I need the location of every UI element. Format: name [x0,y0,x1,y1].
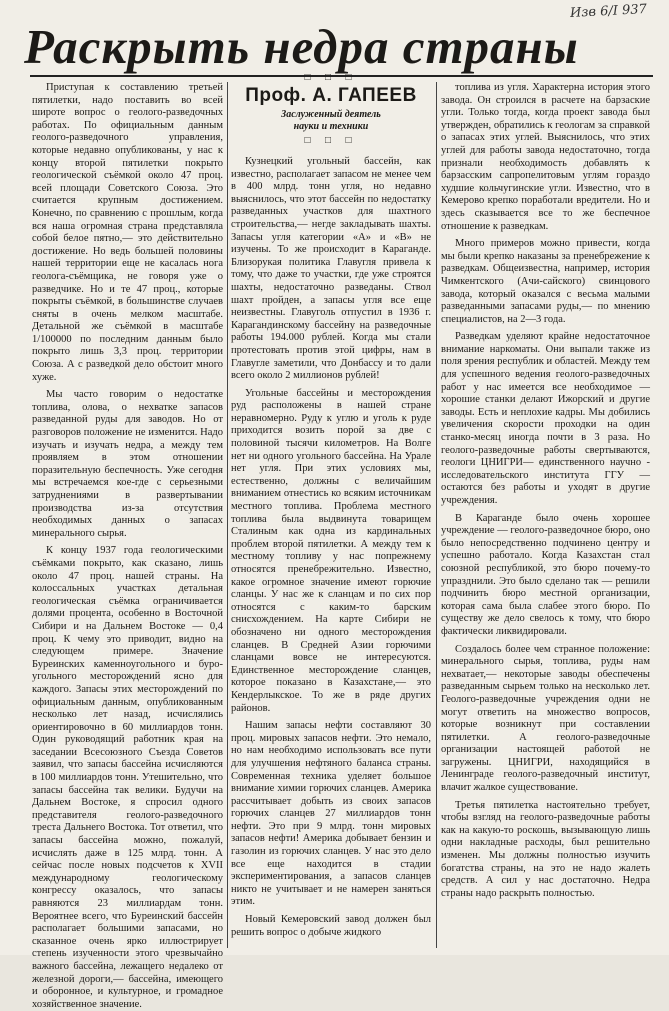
paragraph: Угольные бассейны и месторождения руд расположены в нашей стране неравномерно. Руду к углю и уголь к руде приходится возить порой за две с половиной тысячи километров. На Волге нет ни одного угольного бассейна. На Урале нет угля. При этих условиях мы, естественно, должны с величайшим вниманием отнестись ко всяким источникам местного топлива. Проблема местного топлива была выдвинута товарищем Сталиным как одна из кардинальных проблем второй пятилетки. А между тем к местному топливу у нас попрежнему относятся пренебрежительно. Известно, какое огромное значение имеют горючие сланцы. У нас же к сланцам и по сих пор относятся с каким-то барским снисхождением. На карте Сибири не обозначено ни одного месторождения сланцев. В Средней Азии горючими сланцами вовсе не интересуются. Единственное месторождение сланцев, которое показано в Казахстане,— это Кендерлыкское. То же в ряде других районов. [231,387,431,714]
paragraph: Мы часто говорим о недостатке топлива, олова, о нехватке запасов разведанной руды для заводов. Но от разговоров положение не изменится. Надо изучать и изучать недра, а между тем проявляем в этом отношении поразительную беспечность. Уже сегодня мы встречаемся кое-где с серьезными затруднениями в развертывании производства из-за отсутствия необходимых данных о запасах минерального сырья. [32,389,223,539]
handwritten-note: Изв 6/I 937 [569,1,648,22]
paragraph: Разведкам уделяют крайне недостаточное внимание наркоматы. Они выпали также из поля зрения республик и областей. Между тем для успешного ведения геолого-разведочных работ у нас имеется все необходимое — хорошие станки делают Ижорский и другие заводы. Есть и неплохие кадры. Мы добились увеличения скорости проходки на один станко-месяц иногда почти в 3 раза. Но геолого-разведочные работы свертываются, геологи ЦНИГРИ— единственного научно - исследовательского института ГГУ — остаются без работы и уходят в другие учреждения. [441,331,650,506]
paragraph: В Караганде было очень хорошее учреждение — геолого-разведочное бюро, оно было непосредственно подчинено центру и успешно работало. Когда Казахстан стал союзной республикой, это бюро почему-то упразднили. Это было сделано так — решили подчинить бюро местной организации, которая сама была слабее этого бюро. По существу же дело свелось к тому, что бюро фактически ликвидировали. [441,512,650,637]
author-name: Проф. А. ГАПЕЕВ [245,85,417,106]
column-divider [436,82,437,948]
article-column-3 [441,82,650,948]
author-title-line1: Заслуженный деятель [281,109,381,120]
paragraph: Много примеров можно привести, когда мы были крепко наказаны за пренебрежение к разведкам. Общеизвестна, например, история Чимкентского (Ачи-сайского) свинцового завода, который оказался с весьма малыми разведанными запасами руды,— по мнению специалистов, на 2—3 года. [441,238,650,325]
author-title-line2: науки и техники [293,121,369,132]
byline-dots-bottom: □ □ □ [304,135,358,146]
article-column-1 [32,82,223,1010]
paragraph: Третья пятилетка настоятельно требует, чтобы взгляд на геолого-разведочные работы как на какую-то роскошь, вызывающую лишь одни накладные расходы, был решительно изменен. Мы должны полностью изучить богатства страны, на это не надо жалеть средств. А сил у нас достаточно. Недра страны надо раскрыть полностью. [441,799,650,899]
byline-dots-top: □ □ □ [304,72,358,83]
paragraph: Создалось более чем странное положение: минерального сырья, топлива, руды нам нехватает,— некоторые заводы обеспечены разведанным сырьем только на несколько лет. Геолого-разведочные учреждения одни не могут ответить на множество вопросов, которые возникнут при составлении пятилетки. А геолого-разведочные организации настоящей работой не загружены. ЦНИГРИ, находящийся в Ленинграде геолого-разведочный институт, влачит жалкое существование. [441,643,650,794]
paragraph: Новый Кемеровский завод должен был решить вопрос о добыче жидкого [231,914,431,938]
headline: Раскрыть недра страны [24,19,579,74]
column-divider [227,82,228,948]
article-column-2 [231,156,431,948]
byline [231,70,431,146]
paragraph: К концу 1937 года геологическими съёмками покрыто, как сказано, лишь около 47 проц. нашей страны. На колоссальных участках детальная геологическая съёмка ограничивается долями процента, особенно в Восточной Сибири и на Дальнем Востоке — 0,4 проц. К чему это приводит, видно на следующем примере. Значение Буреинских каменноугольного и буро-угольного месторождений ясно для каждого. Запасы этих месторождений по официальным данным, опубликованным несколько лет назад, исчислялись ориентировочно в 60 миллиардов тонн. Один руководящий работник края на заседании Всесоюзного Съезда Советов заявил, что запасы бассейна исчисляются в 100 миллиардов тонн. Утешительно, что запасы бассейна так велики. Будучи на Дальнем Востоке, я спросил одного представителя геолого-разведочного треста Дальнего Востока. Тот ответил, что запасы бассейна можно, пожалуй, исчислять даже в 125 млрд. тонн. А сейчас после новых подсчетов к XVII международному геологическому конгрессу оказалось, что запасы равняются 23 миллиардам тонн. Вероятнее всего, что Буреинский бассейн располагает большими запасами, но сказанное очень ярко иллюстрирует степень изученности этого чрезвычайно важного бассейна, лежащего недалеко от железной дороги,— бассейна, имеющего и оборонное, и культурное, и громадное хозяйственное значение. [32,545,223,1010]
paragraph: Нашим запасы нефти составляют 30 проц. мировых запасов нефти. Это немало, но нам необходимо использовать все пути для улучшения нефтяного баланса страны. Современная техника уделяет большое внимание химии горючих сланцев. Америка рассчитывает добыть из своих запасов горючих сланцев 27 миллиардов тонн нефти. Это при 9 млрд. тонн мировых запасов нефти! Америка добывает бензин и газолин из горючих сланцев. У нас это дело все еще находится в стадии экспериментирования, а запасов сланцев никто не учитывает и не намерен заняться этим. [231,720,431,908]
paragraph: Кузнецкий угольный бассейн, как известно, располагает запасом не менее чем в 400 млрд. тонн угля, но недавно выяснилось, что этот бассейн по недостатку разведанных участков для шахтного строительства,— негде закладывать шахты. Запасы угля категории «А» и «В» не изучены. То же происходит в Караганде. Близорукая политика Главугля привела к тому, что даже то участки, где уже строятся шахты, недостаточно разведаны. Ствол шахт пройден, а запасы угля все еще неизвестны. Главуголь отпустил в 1936 г. Карагандинскому бассейну на разведочные работы 194.000 рублей. Когда мы стали протестовать против этой цифры, нам в Главугле заметили, что Донбассу и то дали всего около 2 миллионов рублей! [231,156,431,382]
paragraph: Приступая к составлению третьей пятилетки, надо поставить во всей широте вопрос о геолого-разведочных работах. По официальным данным геолого-разведочного управления, которые недавно опубликованы, у нас к концу второй пятилетки покрыто геологической съёмкой около 47 проц. всей площади Советского Союза. Это считается крупным достижением. Конечно, по сравнению с прошлым, когда вся наша огромная страна представляла собой белое пятно,— это действительно достижение. Но ведь большей половины нашей территории еще не касалась нога геолога-съёмщика, не говоря уже о разведчике. Но и те 47 проц., которые покрыты съёмкой, в большинстве случаев сняты в очень мелком масштабе. Детальной же съёмкой в масштабе 1/100000 по последним данным было покрыто лишь 3,3 проц. территории Союза. А с разведкой дело обстоит много хуже. [32,82,223,383]
paragraph: топлива из угля. Характерна история этого завода. Он строился в расчете на барзаские угли. Только тогда, когда проект завода был утвержден, обратились к геологам за справкой о запасах этих углей. Выяснилось, что этих углей для работы завода недостаточно, тогда признали необходимость добавлять к барзасским сапропелитовым углям гораздо худшие кольчугинские угли. Известно, что в Кемерово крепко поработали вредители. Но и здесь сказывается все то же беспечное отношение к разведкам. [441,82,650,232]
